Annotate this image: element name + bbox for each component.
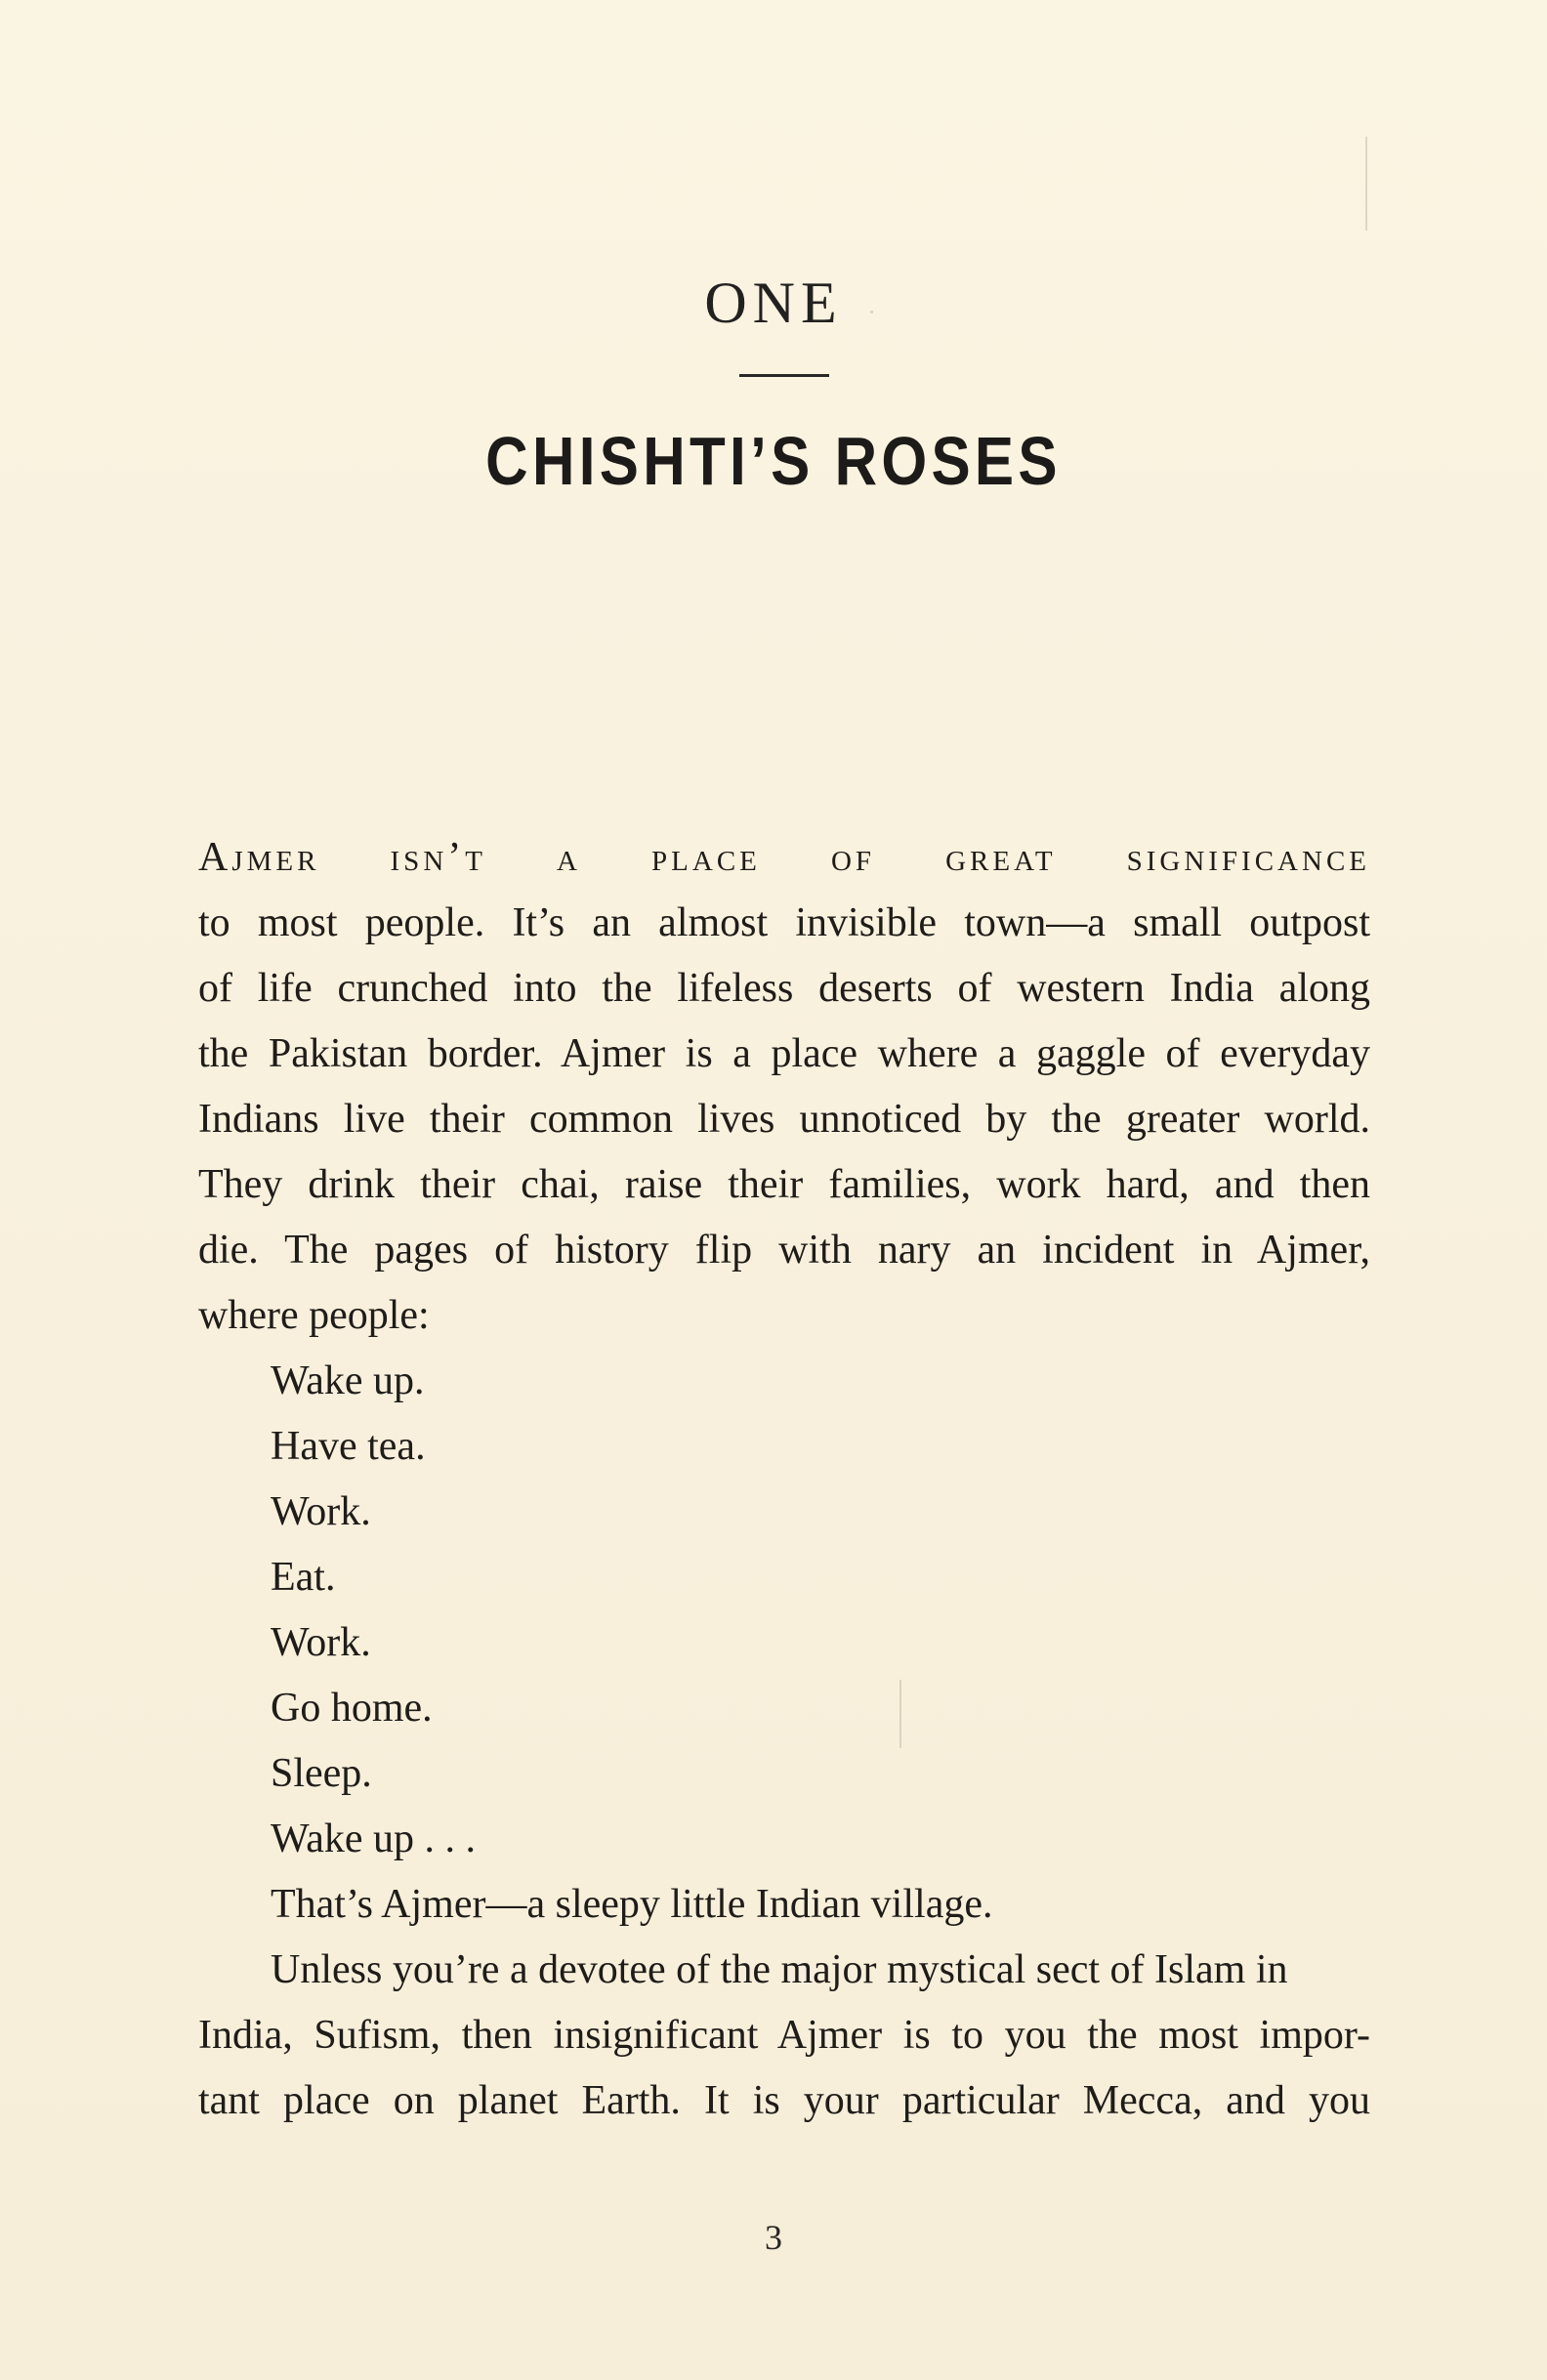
list-item: Have tea. <box>271 1424 426 1469</box>
chapter-body <box>198 825 1370 2134</box>
body-line: where people: <box>198 1293 430 1338</box>
list-item: Sleep. <box>271 1751 372 1796</box>
body-line: of life crunched into the lifeless deserts of western India along <box>198 966 1370 1011</box>
body-line: Indians live their common lives unnoticed by the greater world. <box>198 1097 1370 1142</box>
body-line: the Pakistan border. Ajmer is a place where a gaggle of everyday <box>198 1031 1370 1076</box>
page-number: 3 <box>765 2218 782 2257</box>
list-item: Eat. <box>271 1555 336 1600</box>
chapter-number: ONE <box>704 271 843 335</box>
paragraph-first-line: Unless you’re a devotee of the major mystical sect of Islam in <box>271 1947 1288 1992</box>
paper-mark <box>899 1680 901 1748</box>
body-line: to most people. It’s an almost invisible town—a small outpost <box>198 900 1370 945</box>
list-item: Work. <box>271 1620 371 1665</box>
opening-line: Ajmer isn’t a place of great significance <box>198 835 1370 880</box>
paper-mark <box>1365 137 1367 230</box>
paper-mark <box>870 311 873 313</box>
summary-line: That’s Ajmer—a sleepy little Indian village. <box>271 1882 993 1927</box>
list-item: Wake up. <box>271 1358 425 1403</box>
list-item: Work. <box>271 1489 371 1534</box>
list-item: Go home. <box>271 1686 433 1731</box>
chapter-title: CHISHTI’S ROSES <box>485 423 1062 499</box>
body-line: tant place on planet Earth. It is your particular Mecca, and you <box>198 2078 1370 2123</box>
body-line: They drink their chai, raise their families, work hard, and then <box>198 1162 1370 1207</box>
chapter-divider <box>739 374 829 377</box>
list-item: Wake up . . . <box>271 1816 477 1861</box>
body-line: India, Sufism, then insignificant Ajmer is to you the most impor- <box>198 2013 1370 2058</box>
body-line: die. The pages of history flip with nary an incident in Ajmer, <box>198 1228 1370 1273</box>
